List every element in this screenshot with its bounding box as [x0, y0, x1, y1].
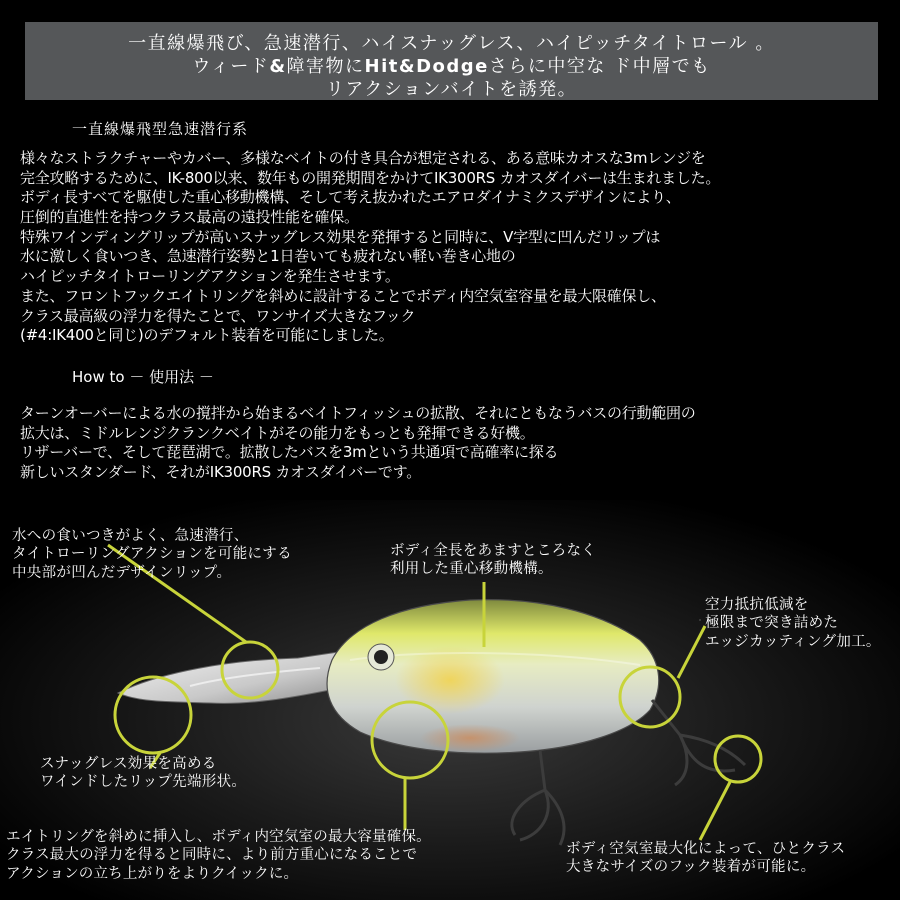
concept-line: ハイピッチタイトローリングアクションを発生させます。 — [20, 267, 400, 286]
concept-line: 圧倒的直進性を持つクラス最高の遠投性能を確保。 — [20, 208, 359, 227]
header-line-1: 一直線爆飛び、急速潜行、ハイスナッグレス、ハイピッチタイトロール 。 — [128, 33, 775, 54]
concept-paragraph — [20, 149, 720, 346]
concept-line: ボディ長すべてを駆使した重心移動機構、そして考え抜かれたエアロダイナミクスデザインにより、 — [20, 188, 681, 207]
section-heading-howto: How to － 使用法 － — [72, 368, 214, 386]
howto-paragraph — [20, 404, 696, 483]
header-banner — [25, 22, 878, 100]
header-line-3: リアクションバイトを誘発。 — [325, 79, 578, 100]
lure-body — [327, 600, 659, 754]
callout-eight-ring: エイトリングを斜めに挿入し、ボディ内空気室の最大容量確保。 クラス最大の浮力を得ると同時に、より前方重心になることで アクションの立ち上がりをよりクイックに。 — [6, 829, 431, 882]
concept-line: (#4:IK400と同じ)のデフォルト装着を可能にしました。 — [20, 326, 394, 345]
concept-line: 水に激しく食いつき、急速潜行姿勢と1日巻いても疲れない軽い巻き心地の — [20, 247, 516, 266]
concept-line: また、フロントフックエイトリングを斜めに設計することでボディ内空気室容量を最大限確保し、 — [20, 286, 666, 305]
callout-hook-size: ボディ空気室最大化によって、ひとクラス 大きなサイズのフック装着が可能に。 — [566, 841, 846, 876]
section-heading-concept: 一直線爆飛型急速潜行系 — [72, 120, 249, 138]
callout-weight-transfer: ボディ全長をあますところなく 利用した重心移動機構。 — [390, 543, 597, 578]
callout-edge-cutting: 空力抵抗低減を 極限まで突き詰めた エッジカッティング加工。 — [705, 597, 881, 650]
callout-lip-design: 水への食いつきがよく、急速潜行、 タイトローリングアクションを可能にする 中央部が凹んだデザインリップ。 — [12, 528, 292, 581]
howto-line: 拡大は、ミドルレンジクランクベイトがその能力をもっとも発揮できる好機。 — [20, 423, 535, 442]
concept-line: 特殊ワインディングリップが高いスナッグレス効果を発揮すると同時に、V字型に凹んだリップは — [20, 227, 661, 246]
howto-line: 新しいスタンダード、それがIK300RS カオスダイバーです。 — [20, 463, 421, 482]
callout-lip-tip: スナッグレス効果を高める ワインドしたリップ先端形状。 — [40, 756, 247, 791]
concept-line: クラス最高級の浮力を得たことで、ワンサイズ大きなフック — [20, 306, 416, 325]
concept-line: 完全攻略するために、IK-800以来、数年もの開発期間をかけてIK300RS カオスダイバーは生まれました。 — [20, 168, 721, 187]
header-line-2: ウィード&障害物にHit&Dodgeさらに中空な ド中層でも — [192, 56, 711, 77]
howto-line: ターンオーバーによる水の撹拌から始まるベイトフィッシュの拡散、それにともなうバスの行動範囲の — [20, 404, 696, 422]
howto-line: リザーバーで、そして琵琶湖で。拡散したバスを3mという共通項で高確率に探る — [20, 443, 559, 462]
concept-line: 様々なストラクチャーやカバー、多様なベイトの付き具合が想定される、ある意味カオスな3mレンジを — [20, 149, 706, 167]
